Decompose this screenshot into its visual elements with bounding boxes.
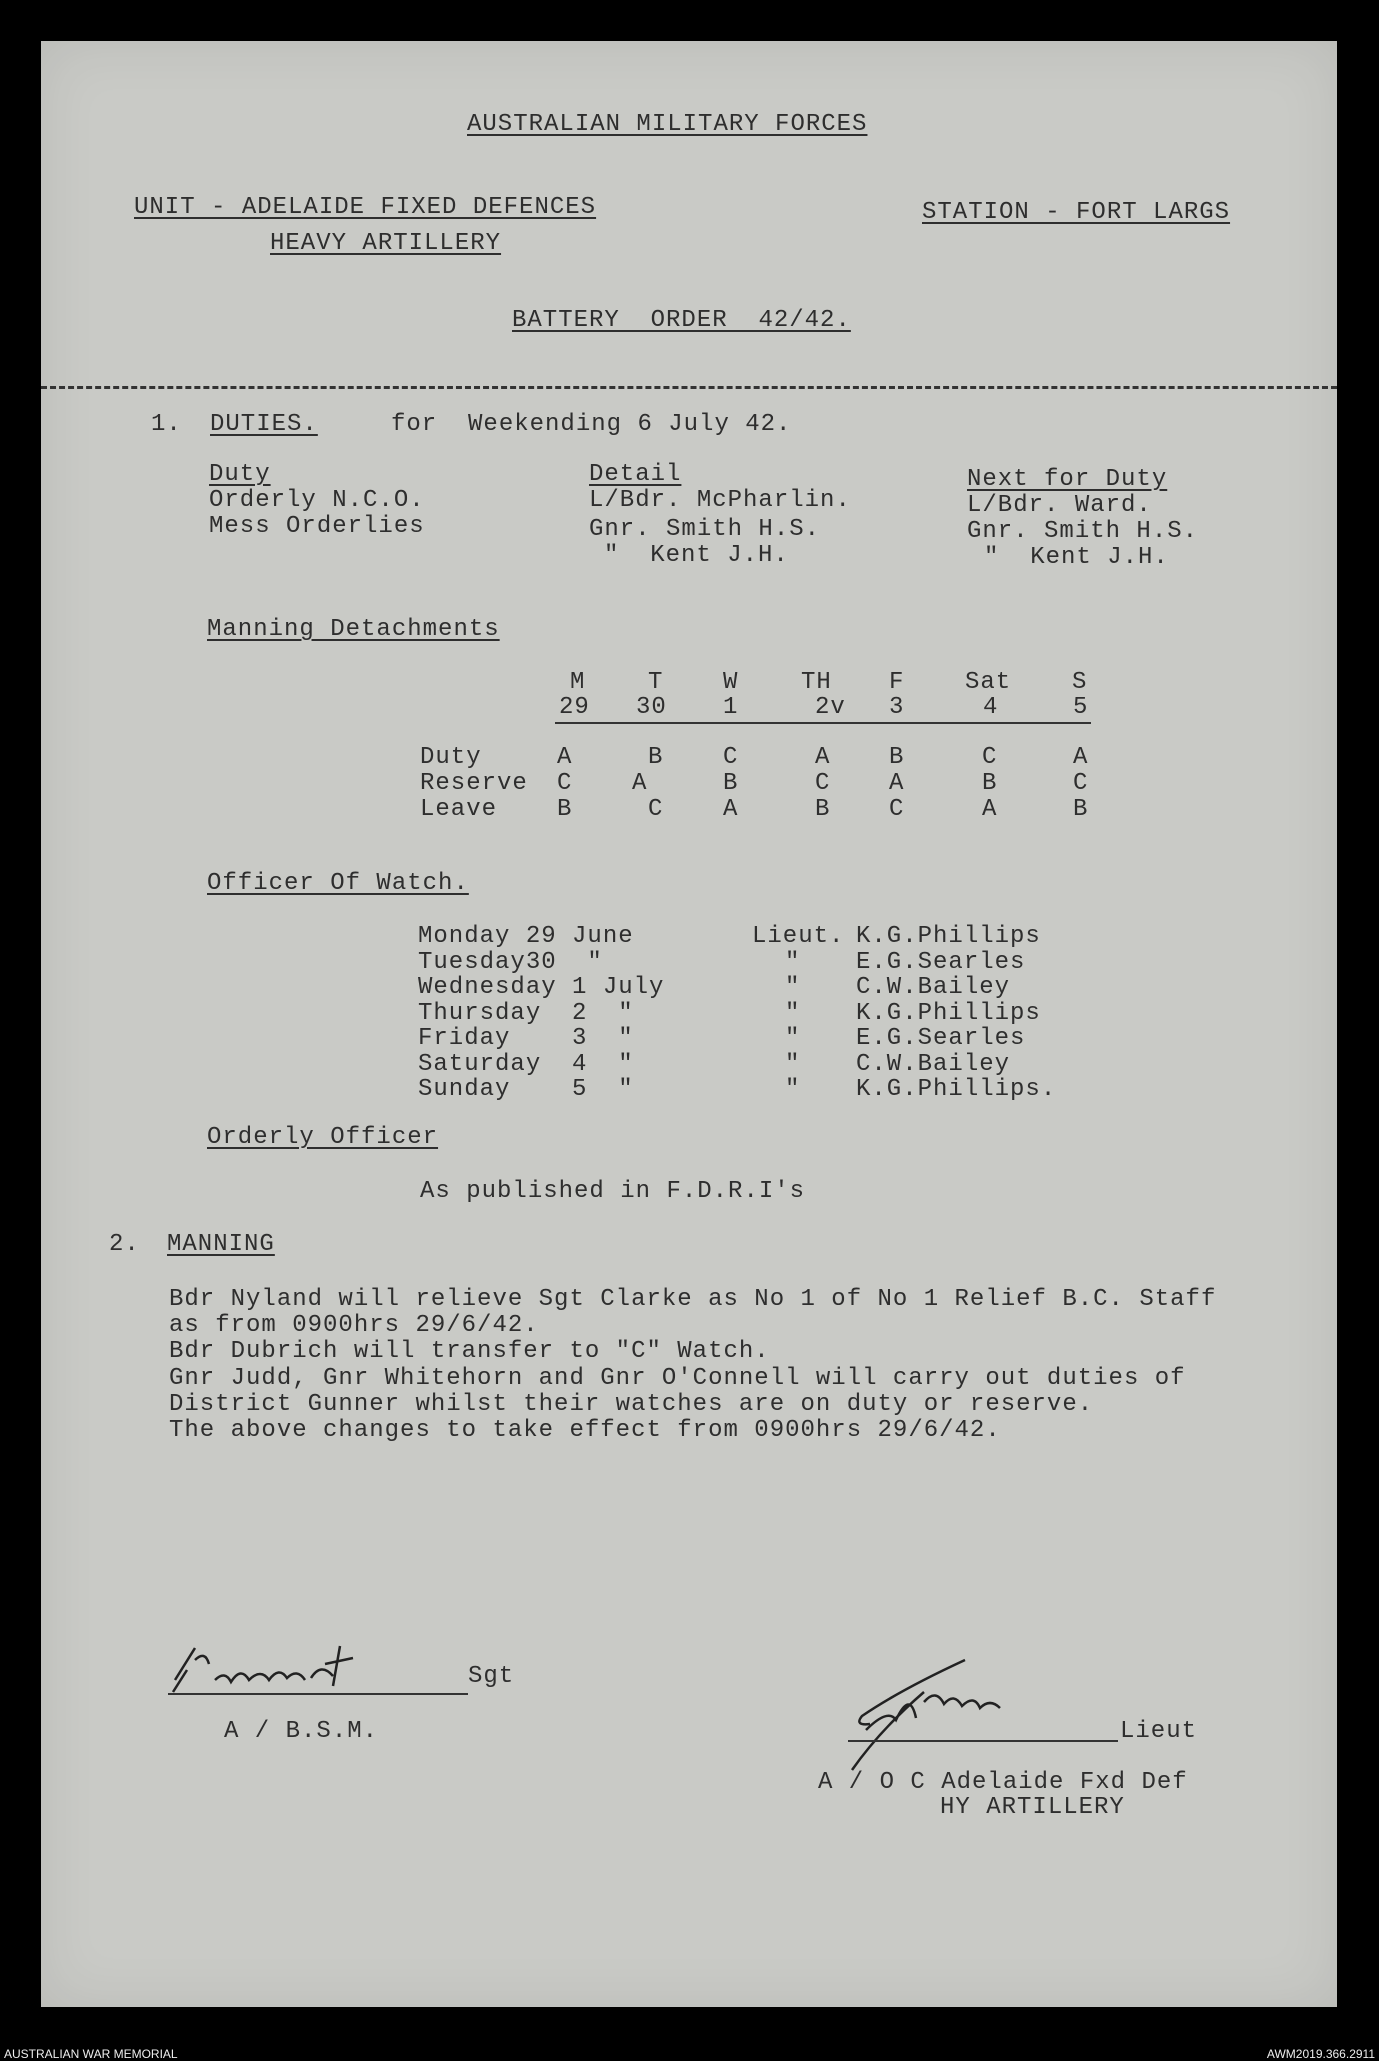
duty-row-1-next: L/Bdr. Ward. [967,492,1152,519]
station: STATION - FORT LARGS [922,199,1231,226]
manning-reserve-thu: C [815,770,831,797]
manning-day-sun: S [1072,669,1088,696]
officer-row-2-rank: " [785,949,801,976]
footer-right: AWM2019.366.2911 [1266,2047,1375,2061]
manning-line-4: Gnr Judd, Gnr Whitehorn and Gnr O'Connell will carry out duties of [169,1365,1186,1392]
manning-header-underline [555,722,1091,724]
manning-date-fri: 3 [889,694,905,721]
left-signature-title: A / B.S.M. [224,1718,379,1745]
manning-leave-tue: C [648,796,664,823]
right-signature-scribble [840,1650,1070,1770]
officer-of-watch-heading: Officer Of Watch. [207,870,469,897]
divider-rule [41,386,1337,389]
manning-day-thu: TH [801,669,832,696]
officer-row-4-rank: " [785,1000,801,1027]
manning-line-1: Bdr Nyland will relieve Sgt Clarke as No 1 of No 1 Relief B.C. Staff [169,1286,1217,1313]
next-for-duty-col-header: Next for Duty [967,466,1168,493]
duty-row-2-next: Gnr. Smith H.S. [967,518,1199,545]
officer-row-2-day: Tuesday30 " [418,949,603,976]
manning-leave-wed: A [723,796,739,823]
officer-row-7-rank: " [785,1076,801,1103]
section-1-number: 1. [151,411,182,438]
left-signature-line [168,1693,468,1695]
officer-row-6-day: Saturday 4 " [418,1051,634,1078]
manning-duty-sun: A [1073,744,1089,771]
manning-line-3: Bdr Dubrich will transfer to "C" Watch. [169,1338,770,1365]
footer-left: AUSTRALIAN WAR MEMORIAL [4,2047,178,2061]
duty-row-3-detail: " Kent J.H. [604,542,789,569]
manning-row-label-reserve: Reserve [420,770,528,797]
section-2-number: 2. [109,1231,140,1258]
manning-date-mon: 29 [559,694,590,721]
manning-day-tue: T [648,669,664,696]
manning-leave-mon: B [557,796,573,823]
left-signature-scribble [165,1640,405,1700]
manning-day-fri: F [889,669,905,696]
officer-row-3-rank: " [785,974,801,1001]
duty-row-1-detail: L/Bdr. McPharlin. [589,487,851,514]
manning-line-6: The above changes to take effect from 0900hrs 29/6/42. [169,1417,1001,1444]
officer-row-5-name: E.G.Searles [856,1025,1026,1052]
manning-date-sat: 4 [983,694,999,721]
manning-day-sat: Sat [965,669,1012,696]
manning-leave-sun: B [1073,796,1089,823]
right-signature-rank: Lieut [1120,1718,1198,1745]
manning-reserve-mon: C [557,770,573,797]
manning-row-label-leave: Leave [420,796,498,823]
manning-reserve-wed: B [723,770,739,797]
officer-row-1-day: Monday 29 June [418,923,634,950]
manning-date-thu: 2v [815,694,846,721]
manning-day-mon: M [570,669,586,696]
manning-date-tue: 30 [636,694,667,721]
manning-reserve-fri: A [889,770,905,797]
duty-row-2-detail: Gnr. Smith H.S. [589,516,821,543]
officer-row-1-name: K.G.Phillips [856,923,1041,950]
manning-duty-fri: B [889,744,905,771]
duty-row-1-duty: Orderly N.C.O. [209,487,425,514]
manning-line-2: as from 0900hrs 29/6/42. [169,1312,539,1339]
manning-reserve-tue: A [632,770,648,797]
document-title: AUSTRALIAN MILITARY FORCES [467,111,868,138]
duty-row-3-next: " Kent J.H. [984,544,1169,571]
manning-reserve-sat: B [982,770,998,797]
officer-row-6-rank: " [785,1051,801,1078]
manning-date-wed: 1 [723,694,739,721]
section-1-heading: DUTIES. [210,411,318,438]
manning-line-5: District Gunner whilst their watches are on duty or reserve. [169,1391,1094,1418]
officer-row-4-day: Thursday 2 " [418,1000,634,1027]
right-signature-title-1: A / O C Adelaide Fxd Def [818,1769,1188,1796]
orderly-officer-text: As published in F.D.R.I's [420,1178,806,1205]
section-1-subheading: for Weekending 6 July 42. [391,411,792,438]
battery-order-number: BATTERY ORDER 42/42. [512,307,851,334]
officer-row-5-rank: " [785,1025,801,1052]
manning-day-wed: W [723,669,739,696]
manning-leave-thu: B [815,796,831,823]
manning-duty-sat: C [982,744,998,771]
manning-leave-sat: A [982,796,998,823]
section-2-heading: MANNING [167,1231,275,1258]
officer-row-3-name: C.W.Bailey [856,974,1011,1001]
manning-reserve-sun: C [1073,770,1089,797]
manning-duty-thu: A [815,744,831,771]
manning-row-label-duty: Duty [420,744,482,771]
officer-row-4-name: K.G.Phillips [856,1000,1041,1027]
left-signature-rank: Sgt [468,1663,515,1690]
orderly-officer-heading: Orderly Officer [207,1124,439,1151]
officer-row-1-rank: Lieut. [752,923,845,950]
duty-row-2-duty: Mess Orderlies [209,513,425,540]
officer-row-2-name: E.G.Searles [856,949,1026,976]
duty-col-header: Duty [209,461,271,488]
officer-row-5-day: Friday 3 " [418,1025,634,1052]
right-signature-line [848,1740,1118,1742]
right-signature-title-2: HY ARTILLERY [940,1794,1125,1821]
document-page [41,41,1337,2007]
manning-detachments-heading: Manning Detachments [207,616,500,643]
unit-line-1: UNIT - ADELAIDE FIXED DEFENCES [134,194,597,221]
manning-duty-wed: C [723,744,739,771]
officer-row-6-name: C.W.Bailey [856,1051,1011,1078]
officer-row-3-day: Wednesday 1 July [418,974,665,1001]
manning-duty-tue: B [648,744,664,771]
manning-date-sun: 5 [1073,694,1089,721]
detail-col-header: Detail [589,461,682,488]
manning-duty-mon: A [557,744,573,771]
officer-row-7-day: Sunday 5 " [418,1076,634,1103]
unit-line-2: HEAVY ARTILLERY [270,230,502,257]
officer-row-7-name: K.G.Phillips. [856,1076,1057,1103]
manning-leave-fri: C [889,796,905,823]
